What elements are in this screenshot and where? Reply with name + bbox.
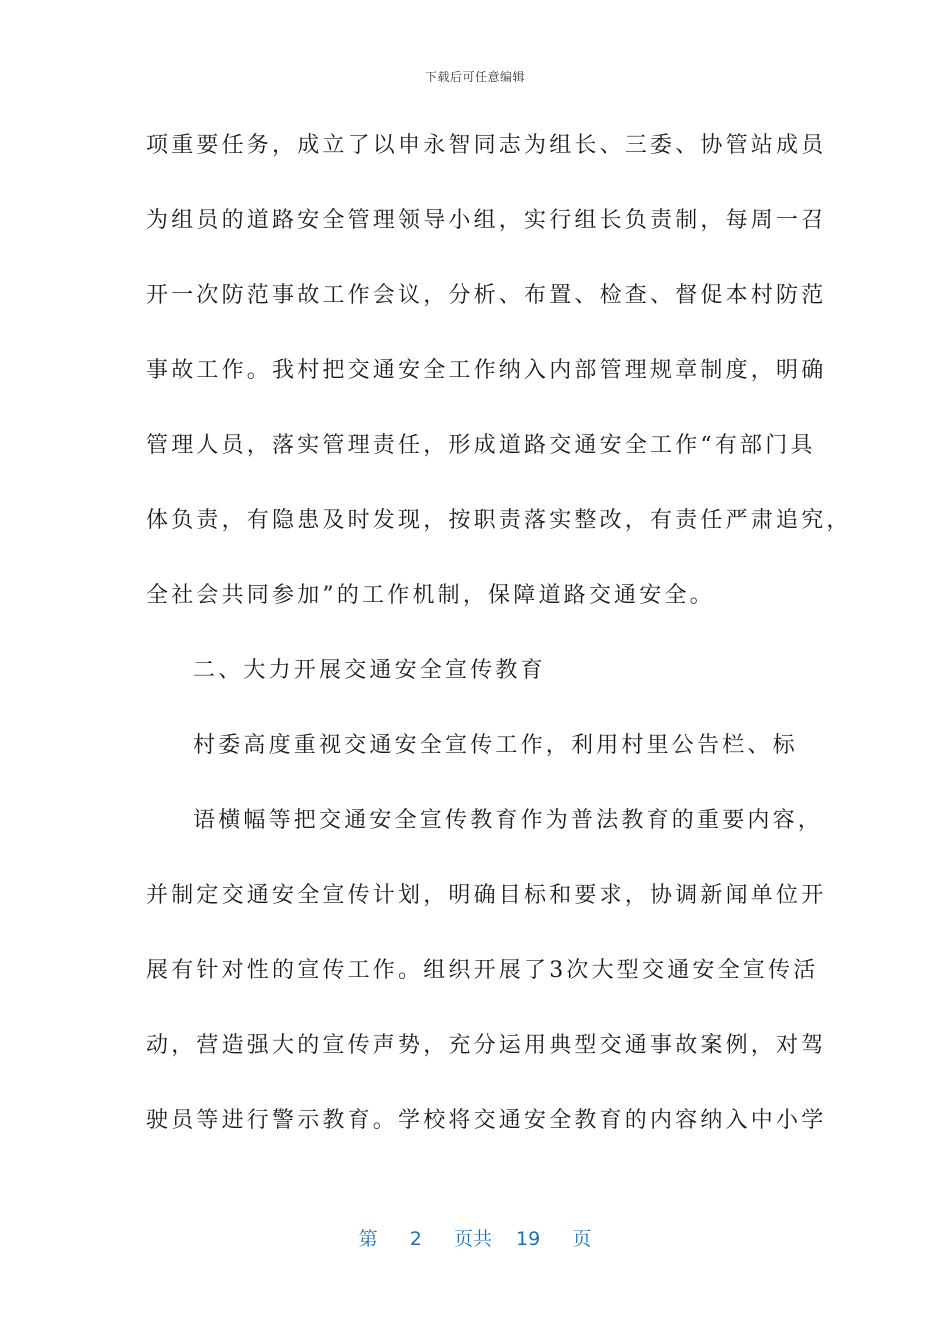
paragraph-line: 体负责，有隐患及时发现，按职责落实整改，有责任严肃追究， <box>146 508 852 533</box>
paragraph-line: 村委高度重视交通安全宣传工作，利用村里公告栏、标 <box>193 733 798 758</box>
paragraph-line: 驶员等进行警示教育。学校将交通安全教育的内容纳入中小学 <box>146 1108 827 1133</box>
paragraph-line: 开一次防范事故工作会议，分析、布置、检查、督促本村防范 <box>146 283 827 308</box>
header-note: 下载后可任意编辑 <box>424 70 525 84</box>
paragraph-line: 管理人员，落实管理责任，形成道路交通安全工作“有部门具 <box>146 433 816 458</box>
section-heading: 二、大力开展交通安全宣传教育 <box>193 658 546 683</box>
page-number-footer <box>0 1224 950 1251</box>
paragraph-line: 语横幅等把交通安全宣传教育作为普法教育的重要内容， <box>193 808 824 833</box>
footer-suffix: 页 <box>572 1228 592 1250</box>
paragraph-line: 动，营造强大的宣传声势，充分运用典型交通事故案例，对驾 <box>146 1033 827 1058</box>
total-page-count: 19 <box>516 1228 541 1250</box>
paragraph-line: 事故工作。我村把交通安全工作纳入内部管理规章制度，明确 <box>146 358 827 383</box>
paragraph-line: 并制定交通安全宣传计划，明确目标和要求，协调新闻单位开 <box>146 883 827 908</box>
current-page-number: 2 <box>409 1228 422 1250</box>
paragraph-line: 为组员的道路安全管理领导小组，实行组长负责制，每周一召 <box>146 208 827 233</box>
paragraph-line: 全社会共同参加”的工作机制，保障道路交通安全。 <box>146 583 715 608</box>
footer-prefix: 第 <box>358 1228 378 1250</box>
footer-middle: 页共 <box>453 1228 492 1250</box>
paragraph-line: 展有针对性的宣传工作。组织开展了3次大型交通安全宣传活 <box>146 958 819 983</box>
paragraph-line: 项重要任务，成立了以申永智同志为组长、三委、协管站成员 <box>146 133 827 158</box>
body-text <box>146 128 852 1178</box>
